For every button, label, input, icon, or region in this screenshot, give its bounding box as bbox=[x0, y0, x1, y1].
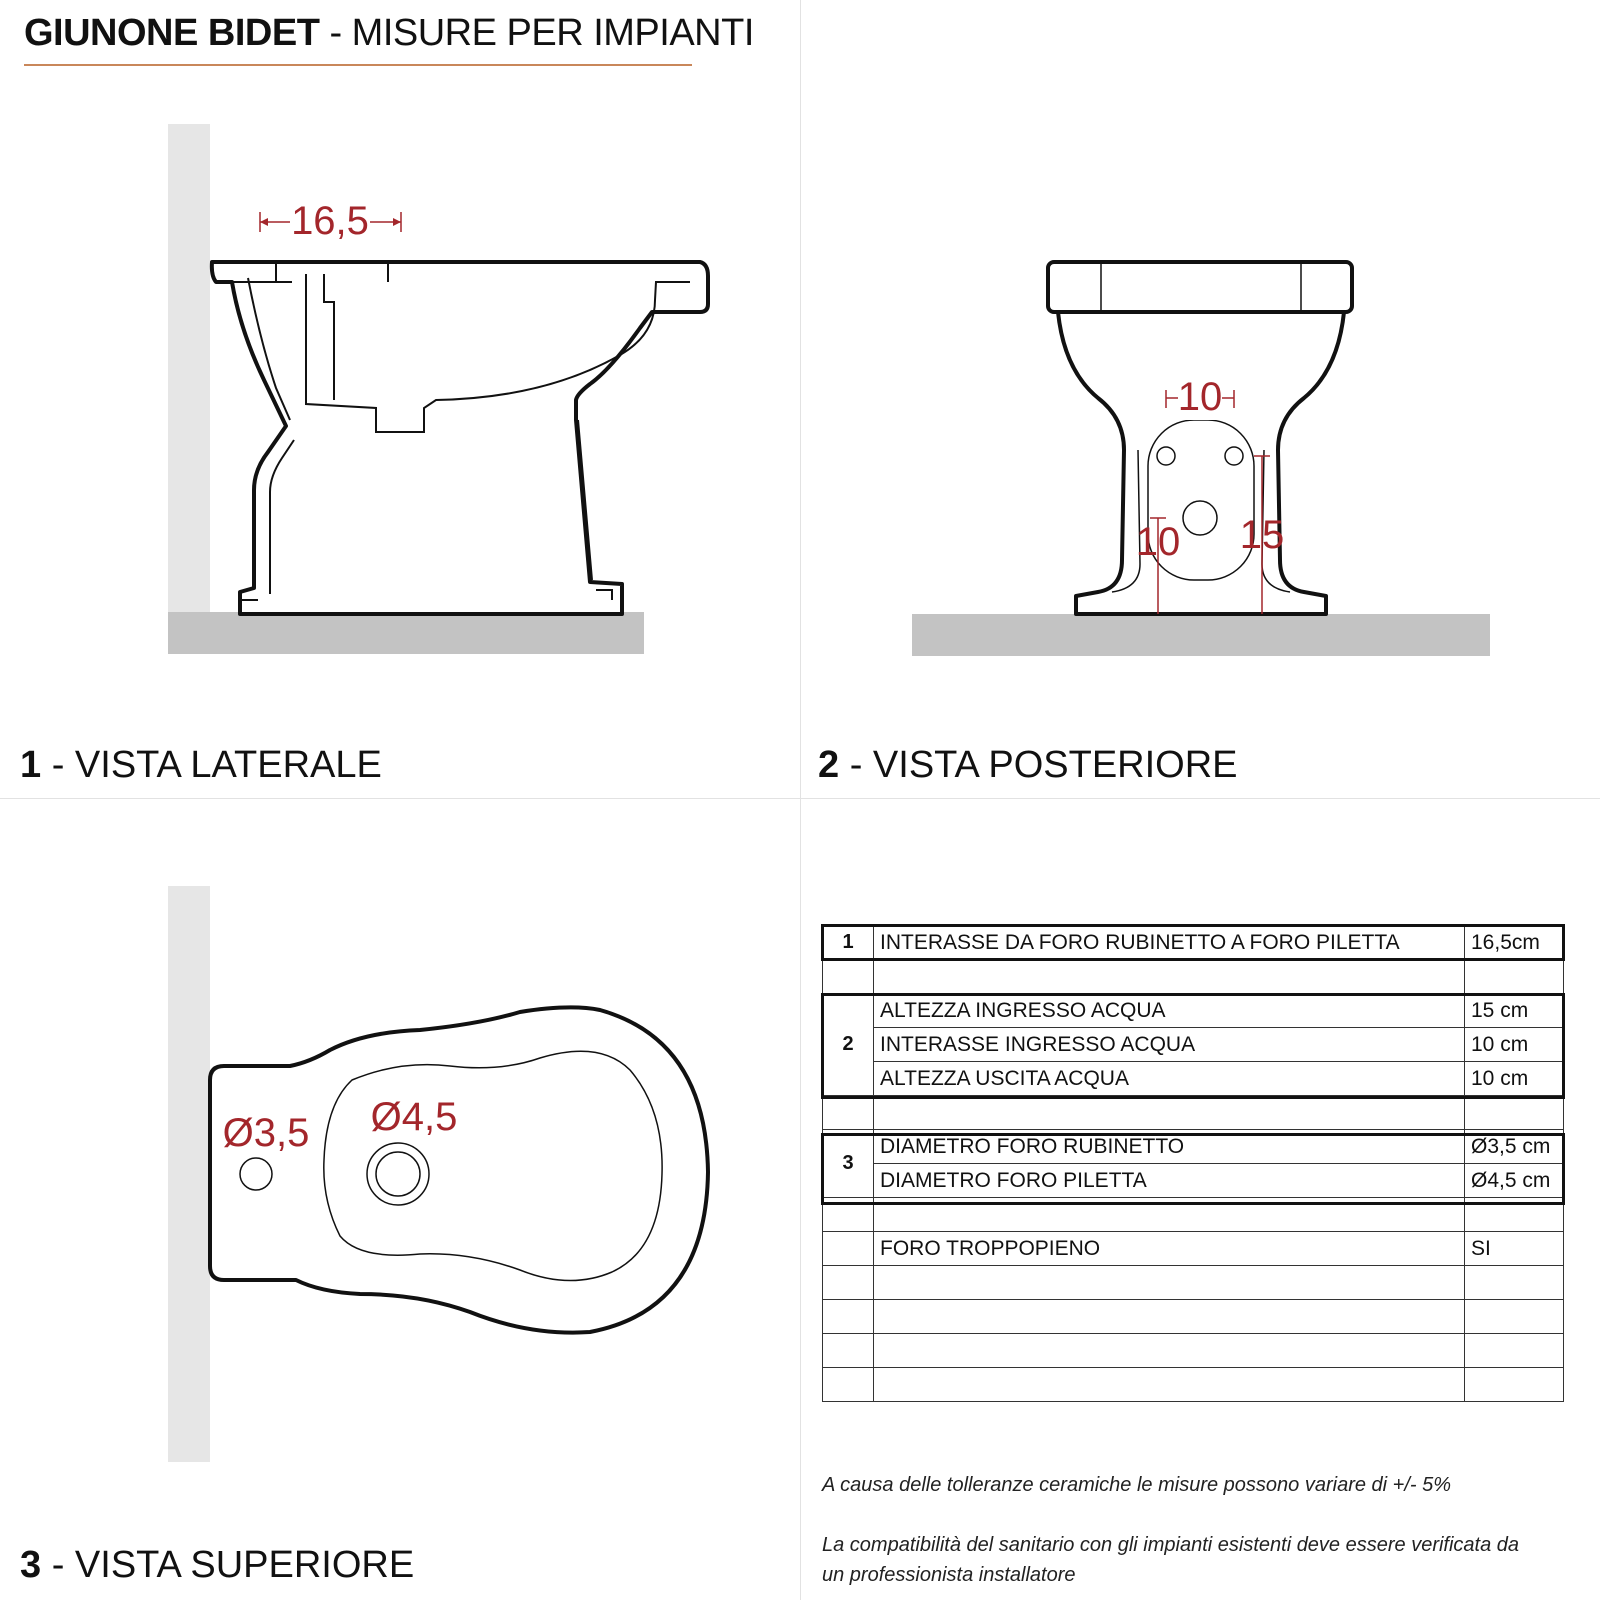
dim-drain-hole: Ø4,5 bbox=[370, 1095, 458, 1139]
table-row bbox=[823, 1300, 1564, 1334]
view-label-side: 1 - VISTA LATERALE bbox=[20, 744, 382, 786]
outlet-hole bbox=[1183, 501, 1217, 535]
top-bidet-outline bbox=[210, 1007, 708, 1332]
table-row: INTERASSE INGRESSO ACQUA 10 cm bbox=[823, 1028, 1564, 1062]
specs-table bbox=[822, 925, 1564, 1402]
side-floor bbox=[168, 612, 644, 654]
view-label-top: 3 - VISTA SUPERIORE bbox=[20, 1544, 415, 1586]
table-row: ALTEZZA USCITA ACQUA 10 cm bbox=[823, 1062, 1564, 1096]
view-label-back: 2 - VISTA POSTERIORE bbox=[818, 744, 1238, 786]
compatibility-note-line2: un professionista installatore bbox=[822, 1564, 1076, 1586]
dim-faucet-to-drain: 16,5 bbox=[291, 199, 369, 243]
table-row: 3 DIAMETRO FORO RUBINETTO Ø3,5 cm bbox=[823, 1130, 1564, 1164]
inlet-hole-left bbox=[1157, 447, 1175, 465]
table-row bbox=[823, 1368, 1564, 1402]
table-row bbox=[823, 960, 1564, 994]
title-subtitle: - MISURE PER IMPIANTI bbox=[319, 12, 754, 54]
top-view-drawing bbox=[168, 886, 708, 1462]
back-floor bbox=[912, 614, 1490, 656]
inlet-hole-right bbox=[1225, 447, 1243, 465]
table-row: 1 INTERASSE DA FORO RUBINETTO A FORO PILETTA 16,5cm bbox=[823, 926, 1564, 960]
dim-faucet-hole: Ø3,5 bbox=[222, 1111, 310, 1155]
product-name: GIUNONE BIDET bbox=[24, 12, 320, 54]
side-wall bbox=[168, 124, 210, 612]
dim-inlet-height: 15 bbox=[1239, 513, 1285, 557]
table-row bbox=[823, 1198, 1564, 1232]
side-bidet-outline bbox=[212, 262, 708, 614]
back-view-drawing bbox=[912, 262, 1490, 656]
back-rim bbox=[1048, 262, 1352, 312]
table-row: DIAMETRO FORO PILETTA Ø4,5 cm bbox=[823, 1164, 1564, 1198]
table-row bbox=[823, 1096, 1564, 1130]
table-row: FORO TROPPOPIENO SI bbox=[823, 1232, 1564, 1266]
top-wall bbox=[168, 886, 210, 1462]
faucet-hole bbox=[240, 1158, 272, 1190]
drain-hole-inner bbox=[376, 1152, 420, 1196]
tolerance-note: A causa delle tolleranze ceramiche le misure possono variare di +/- 5% bbox=[822, 1474, 1452, 1496]
table-row bbox=[823, 1266, 1564, 1300]
table-row bbox=[823, 1334, 1564, 1368]
dim-outlet-height: 10 bbox=[1135, 520, 1181, 564]
compatibility-note-line1: La compatibilità del sanitario con gli impianti esistenti deve essere verificata da bbox=[822, 1534, 1520, 1556]
side-view-drawing bbox=[168, 124, 708, 654]
dim-inlet-spacing: 10 bbox=[1177, 375, 1223, 419]
table-row: 2 ALTEZZA INGRESSO ACQUA 15 cm bbox=[823, 994, 1564, 1028]
